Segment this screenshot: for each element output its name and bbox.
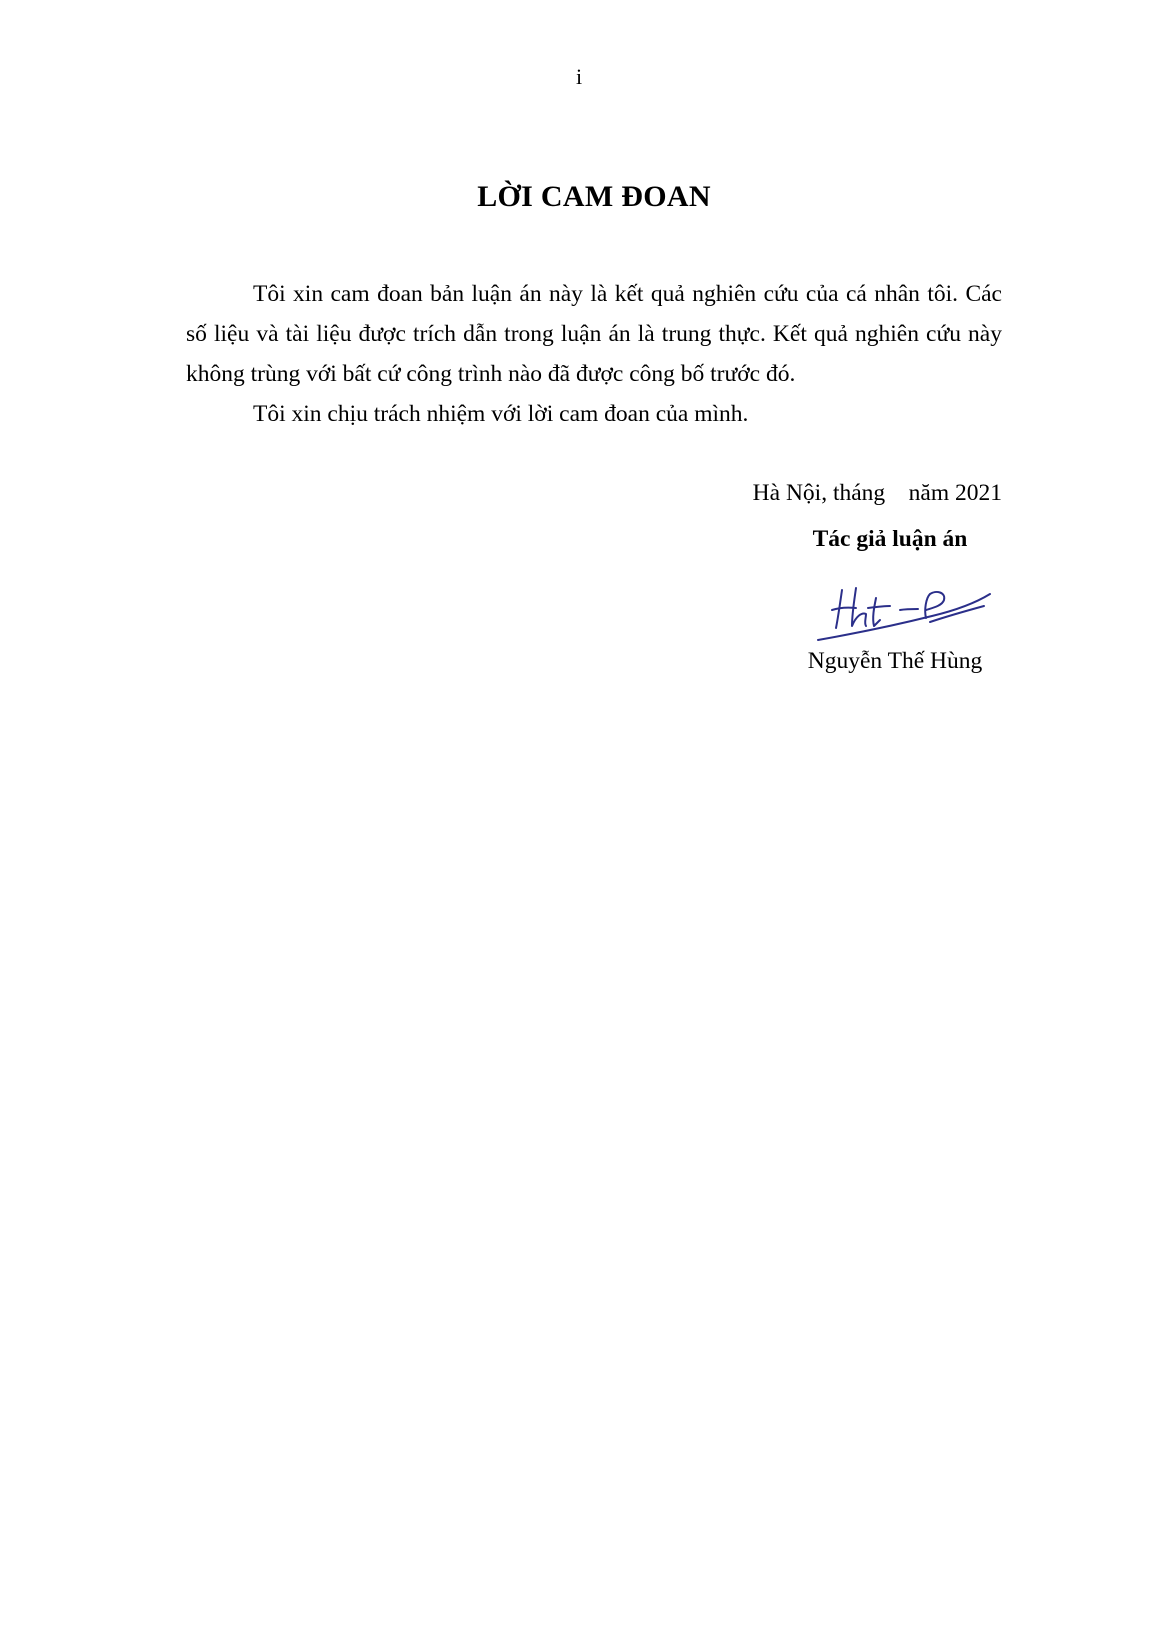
place-date: Hà Nội, tháng năm 2021 <box>752 480 1002 506</box>
declaration-body <box>186 274 1002 434</box>
author-name: Nguyễn Thế Hùng <box>807 648 983 674</box>
responsibility-paragraph: Tôi xin chịu trách nhiệm với lời cam đoan của mình. <box>253 401 749 427</box>
page-number: i <box>575 64 583 89</box>
handwritten-signature-icon <box>812 568 996 648</box>
page-title: LỜI CAM ĐOAN <box>477 180 711 213</box>
declaration-paragraph: Tôi xin cam đoan bản luận án này là kết quả nghiên cứu của cá nhân tôi. Các số liệu và tài liệu được trích dẫn trong luận án là trung thực. Kết quả nghiên cứu này không trùng với bất cứ công trình nào đã được công bố trước đó. <box>186 281 1002 387</box>
author-label: Tác giả luận án <box>812 526 968 552</box>
